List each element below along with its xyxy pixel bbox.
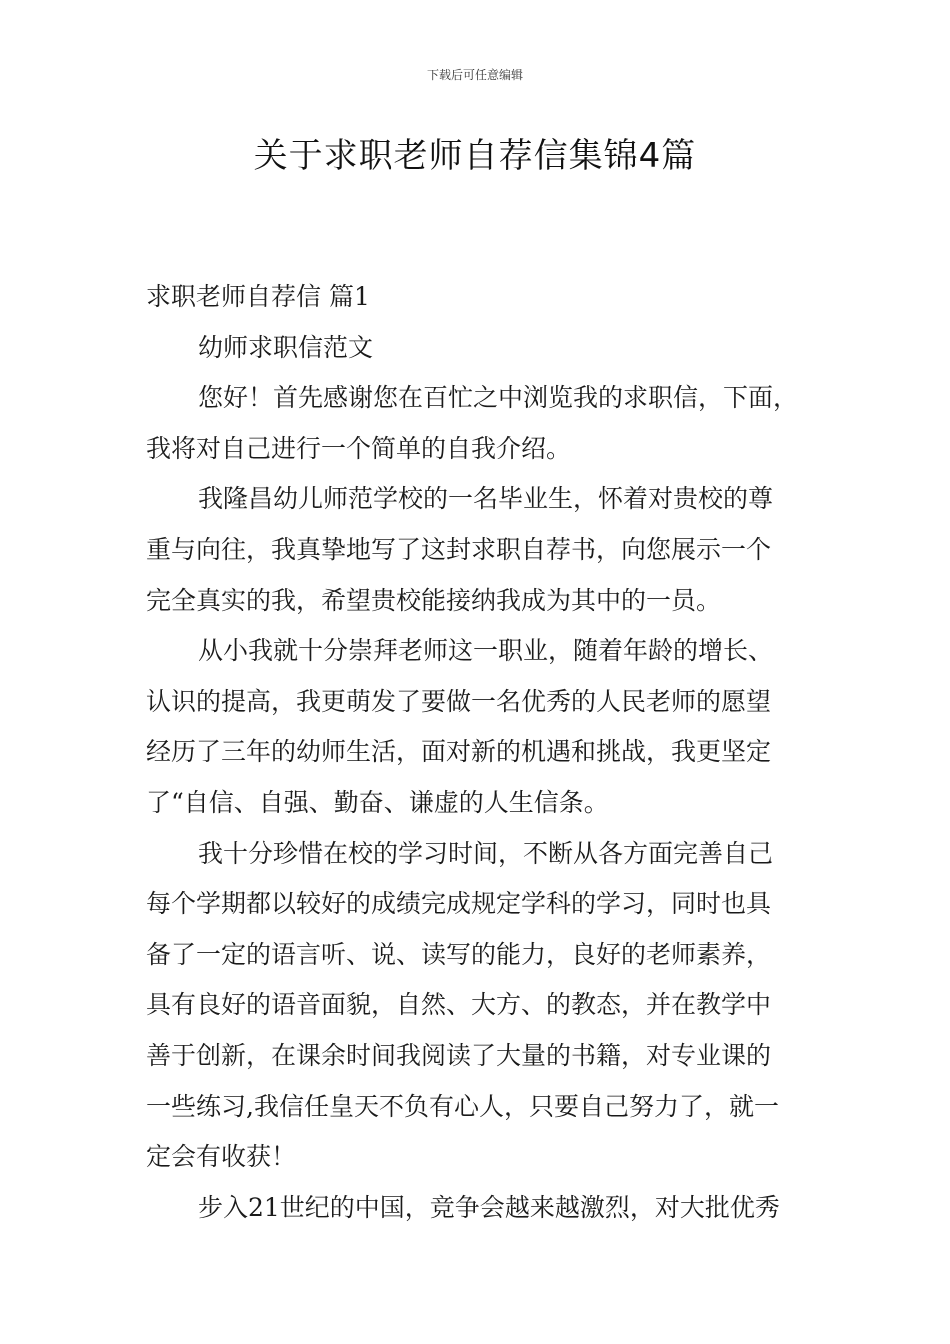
- document-body: [146, 272, 814, 1233]
- body-line: 我隆昌幼儿师范学校的一名毕业生，怀着对贵校的尊: [198, 484, 774, 514]
- body-line: 幼师求职信范文: [198, 332, 374, 362]
- body-line: 每个学期都以较好的成绩完成规定学科的学习，同时也具: [146, 889, 772, 919]
- body-line: 一些练习,我信任皇天不负有心人，只要自己努力了，就一: [146, 1091, 779, 1121]
- body-line: 经历了三年的幼师生活，面对新的机遇和挑战，我更坚定: [146, 737, 772, 767]
- body-line: 步入21世纪的中国，竞争会越来越激烈，对大批优秀: [198, 1192, 780, 1222]
- body-line: 善于创新，在课余时间我阅读了大量的书籍，对专业课的: [146, 1040, 772, 1070]
- body-line: 我十分珍惜在校的学习时间，不断从各方面完善自己: [198, 838, 774, 868]
- document-title: 关于求职老师自荐信集锦4篇: [253, 136, 697, 176]
- body-line: 完全真实的我，希望贵校能接纳我成为其中的一员。: [146, 585, 722, 615]
- body-line: 了“自信、自强、勤奋、谦虚的人生信条。: [146, 787, 609, 817]
- body-line: 您好！首先感谢您在百忙之中浏览我的求职信，下面，: [198, 383, 799, 413]
- body-line: 认识的提高，我更萌发了要做一名优秀的人民老师的愿望: [146, 686, 772, 716]
- header-note: 下载后可任意编辑: [426, 68, 523, 82]
- body-line: 我将对自己进行一个简单的自我介绍。: [146, 433, 572, 463]
- body-line: 具有良好的语音面貌，自然、大方、的教态，并在教学中: [146, 990, 772, 1020]
- body-line: 从小我就十分崇拜老师这一职业，随着年龄的增长、: [198, 636, 774, 666]
- body-line: 定会有收获！: [146, 1142, 297, 1172]
- body-line: 重与向往，我真挚地写了这封求职自荐书，向您展示一个: [146, 534, 772, 564]
- body-line: 求职老师自荐信 篇1: [146, 282, 370, 311]
- body-line: 备了一定的语言听、说、读写的能力，良好的老师素养，: [146, 939, 772, 969]
